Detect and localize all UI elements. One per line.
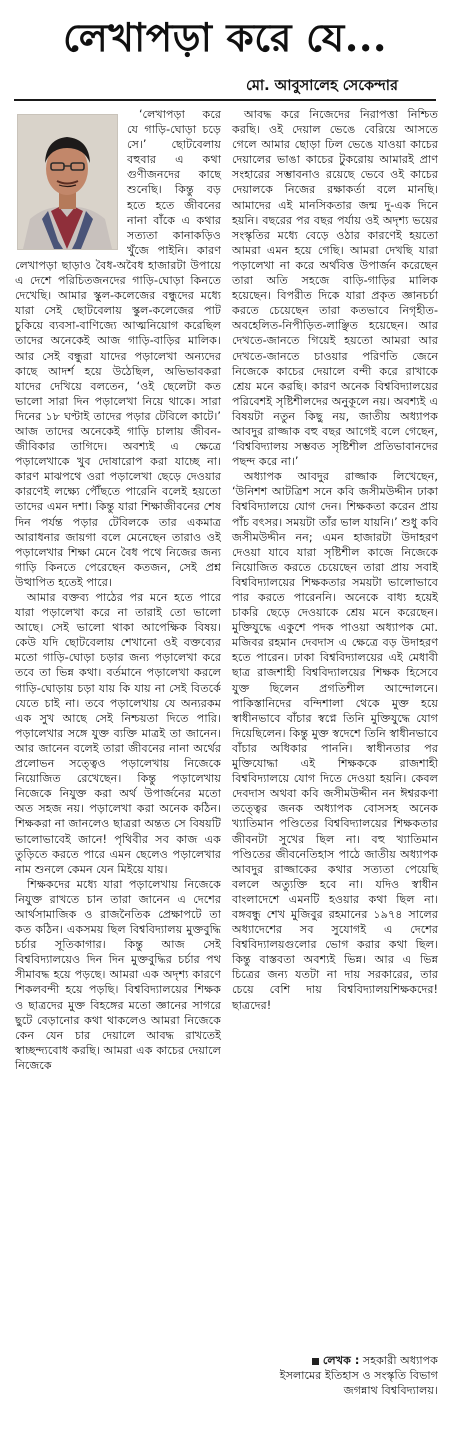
photo-spacer [15, 107, 121, 252]
paragraph: ‘লেখাপড়া করে যে গাড়ি-ঘোড়া চড়ে সে।’ ছোটবেলায় বহুবার এ কথা গুণীজনদের কাছে শুনেছি। কিন্তু বড় হতে হতে জীবনের নানা বাঁকে এ কথার সত্যতা কানাকড়িও খুঁজে পাইনি। কারণ লেখাপড়া ছাড়াও বৈধ-অবৈধ হাজারটা উপায়ে এ দেশে পরিচিতজনদের গাড়ি-ঘোড়া কিনতে দেখেছি। আমার স্কুল-কলেজের বন্ধুদের মধ্যে যারা সেই ছোটবেলায় স্কুল-কলেজের পাট চুকিয়ে ব্যবসা-বাণিজ্যে আত্মনিয়োগ করেছিল তাদের অনেকেই আজ গাড়ি-বাড়ির মালিক। আর সেই বন্ধুরা যাদের পড়ালেখা অন্যদের কাছে আদর্শ হয়ে উঠেছিল, অভিভাবকরা যাদের দেখিয়ে বলতেন, ‘ওই ছেলেটা কত ভালো সারা দিন পড়ালেখা নিয়ে থাকে। সারা দিনের ১৮ ঘণ্টাই তাদের পড়ার টেবিলে কাটে।’ আজ তাদের অনেকেই গাড়ি চালায় জীবন-জীবিকার তাগিদে। অবশ্যই এ ক্ষেত্রে পড়ালেখাকে খুব দোষারোপ করা যাচ্ছে না। কারণ মাঝপথে ওরা পড়ালেখা ছেড়ে দেওয়ার কারণেই লক্ষ্যে পৌঁছতে পারেনি বলেই হয়তো তাদের এমন দশা। কিন্তু যারা শিক্ষাজীবনের শেষ দিন পর্যন্ত পড়ার টেবিলকে তার একমাত্র আরাধনার জায়গা বলে মেনেছেন তারাও ওই পড়ালেখার শিক্ষা মেনে বৈধ পথে নিজের জন্য গাড়ি কিনতে পেরেছেন কতজন, সেই প্রশ্ন উত্থাপিত হতেই পারে। [15, 108, 221, 589]
paragraph: শিক্ষকদের মধ্যে যারা পড়ালেখায় নিজেকে নিযুক্ত রাখতে চান তারা জানেন এ দেশের আর্থসামাজিক ও রাজনৈতিক প্রেক্ষাপটে তা কত কঠিন। একসময় ছিল বিশ্ববিদ্যালয় মুক্তবুদ্ধি চর্চার সূতিকাগার। কিন্তু আজ সেই বিশ্ববিদ্যালয়েও দিন দিন মুক্তবুদ্ধির চর্চার পথ সীমাবদ্ধ হয়ে পড়ছে। আমরা এক অদৃশ্য কারণে শিকলবন্দী হয়ে পড়ছি। বিশ্ববিদ্যালয়ের শিক্ষক ও ছাত্রদের মুক্ত বিহঙ্গের মতো জ্ঞানের সাগরে ছুটে বেড়ানোর কথা থাকলেও আমরা নিজেকে কেন যেন চার দেয়ালে আবদ্ধ রাখতেই স্বাচ্ছন্দ্যবোধ করছি। আমরা এক কাচের দেয়ালে নিজেকে [15, 877, 221, 1072]
paragraph: আবদ্ধ করে নিজেদের নিরাপত্তা নিশ্চিত করছি। ওই দেয়াল ভেঙে বেরিয়ে আসতে গেলে আমার ছোড়া ঢিল ভেঙে যাওয়া কাচের দেয়ালের ভাঙা কাচের টুকরোয় আমারই প্রাণ সংহারের সম্ভাবনাও রয়েছে ভেবে ওই কাচের দেয়ালকে নিজের রক্ষাকর্তা বলে মানছি। আমাদের এই মানসিকতার জন্ম দু-এক দিনে হয়নি। বছরের পর বছর পর্যায় ওই অদৃশ্য ভয়ের সংস্কৃতির মধ্যে বেড়ে ওঠার কারণেই হয়তো আমরা এমন হয়ে গেছি। আমরা দেখছি যারা পড়ালেখা না করে অর্থবিত্ত উপার্জন করেছেন তারা অতি সহজে বাড়ি-গাড়ির মালিক হয়েছেন। বিপরীত দিকে যারা প্রকৃত জ্ঞানচর্চা করতে চেয়েছেন তারা কতভাবে নিগৃহীত-অবহেলিত-নিপীড়িত-লাঞ্ছিত হয়েছেন। আর দেখতে-জানতে গিয়েই হয়তো আমরা আর দেখতে-জানতে চাওয়ার পরিণতি জেনে নিজেকে কাচের দেয়ালে বন্দী করে রাখাকে শ্রেয় মনে করছি। কারণ অনেক বিশ্ববিদ্যালয়ের পরিবেশই সৃষ্টিশীলদের অনুকূলে নয়। অবশ্যই এ বিষয়টা নতুন কিছু নয়, জাতীয় অধ্যাপক আবদুর রাজ্জাক বহু বছর আগেই বলে গেছেন, ‘বিশ্ববিদ্যালয় সম্ভবত সৃষ্টিশীল প্রতিভাবানদের পছন্দ করে না।’ [232, 108, 438, 469]
byline: মো. আবুসালেহ সেকেন্দার [245, 78, 398, 94]
article-column-left [15, 107, 221, 1073]
author-university: জগন্নাথ বিশ্ববিদ্যালয়। [343, 1384, 438, 1398]
author-note [232, 1353, 438, 1398]
author-designation: সহকারী অধ্যাপক [362, 1354, 438, 1367]
author-note-label: লেখক : [322, 1354, 360, 1367]
square-bullet-icon [312, 1358, 319, 1365]
header-divider [14, 99, 436, 101]
headline: লেখাপড়া করে যে... [62, 15, 387, 61]
author-department: ইসলামের ইতিহাস ও সংস্কৃতি বিভাগ [279, 1369, 438, 1383]
paragraph: অধ্যাপক আবদুর রাজ্জাক লিখেছেন, ‘উনিশশ আটত্রিশ সনে কবি জসীমউদ্দীন ঢাকা বিশ্ববিদ্যালয়ে যোগ দেন। শিক্ষকতা করেন প্রায় পাঁচ বৎসর। সময়টা তাঁর ভাল যায়নি।’ শুধু কবি জসীমউদ্দীন নন; এমন হাজারটা উদাহরণ দেওয়া যাবে যারা সৃষ্টিশীল কাজে নিজেকে নিয়োজিত করতে চেয়েছেন তারা প্রায় সবাই বিশ্ববিদ্যালয়ের শিক্ষকতার সময়টা ভালোভাবে পার করতে পারেননি। অনেকে বাধ্য হয়েই চাকরি ছেড়ে দেওয়াকে শ্রেয় মনে করেছেন। মুক্তিযুদ্ধে একুশে পদক পাওয়া অধ্যাপক মো. মজিবর রহমান দেবদাস এ ক্ষেত্রে বড় উদাহরণ হতে পারেন। ঢাকা বিশ্ববিদ্যালয়ের এই মেধাবী ছাত্র রাজশাহী বিশ্ববিদ্যালয়ের শিক্ষক হিসেবে যুক্ত ছিলেন প্রগতিশীল আন্দোলনে। পাকিস্তানিদের বন্দিশালা থেকে মুক্ত হয়ে স্বাধীনভাবে বাঁচার স্বপ্নে তিনি মুক্তিযুদ্ধে যোগ দিয়েছিলেন। কিন্তু মুক্ত স্বদেশে তিনি স্বাধীনভাবে বাঁচার অধিকার পাননি। স্বাধীনতার পর মুক্তিযোদ্ধা এই শিক্ষককে রাজশাহী বিশ্ববিদ্যালয়ে যোগ দিতে দেওয়া হয়নি। কেবল দেবদাস অথবা কবি জসীমউদ্দীন নন ঈশ্বরকণা তত্ত্বের জনক অধ্যাপক বোসসহ অনেক খ্যাতিমান পণ্ডিতের বিশ্ববিদ্যালয়ের শিক্ষকতার জীবনটা সুখের ছিল না। বহু খ্যাতিমান পণ্ডিতের জীবনেতিহাস পাঠে জাতীয় অধ্যাপক আবদুর রাজ্জাকের কথার সত্যতা পেয়েছি বললে অত্যুক্তি হবে না। যদিও স্বাধীন বাংলাদেশে এমনটি হওয়ার কথা ছিল না। বঙ্গবন্ধু শেখ মুজিবুর রহমানের ১৯৭৪ সালের অধ্যাদেশের সব সুযোগই এ দেশের বিশ্ববিদ্যালয়গুলোর ভোগ করার কথা ছিল। কিন্তু বাস্তবতা অবশ্যই ভিন্ন। আর এ ভিন্ন চিত্রের জন্য যতটা না দায় সরকারের, তার চেয়ে বেশি দায় বিশ্ববিদ্যালয়শিক্ষকদের! ছাত্রদের! [232, 470, 438, 1012]
paragraph: আমার বক্তব্য পাঠের পর মনে হতে পারে যারা পড়ালেখা করে না তারাই তো ভালো আছে। সেই ভালো থাকা আপেক্ষিক বিষয়। কেউ যদি ছোটবেলায় শেখানো ওই বক্তব্যের মতো গাড়ি-ঘোড়া চড়ার জন্য পড়ালেখা করে তবে তা ভিন্ন কথা। বর্তমানে পড়ালেখা করলে গাড়ি-ঘোড়ায় চড়া যায় কি যায় না সেই বিতর্কে যেতে চাই না। তবে পড়ালেখায় যে অন্যরকম এক সুখ আছে সেই নিশ্চয়তা দিতে পারি। পড়ালেখার সঙ্গে যুক্ত ব্যক্তি মাত্রই তা জানেন। আর জানেন বলেই তারা জীবনের নানা অর্থের প্রলোভন সত্ত্বেও পড়ালেখায় নিজেকে নিয়োজিত রেখেছেন। কিন্তু পড়ালেখায় নিজেকে নিযুক্ত করা অর্থ উপার্জনের মতো অত সহজ নয়। পড়ালেখা করা অনেক কঠিন। শিক্ষকরা না জানলেও ছাত্ররা অন্তত সে বিষয়টি ভালোভাবেই জানে! পৃথিবীর সব কাজ এক তুড়িতে করতে পারে এমন ছেলেও পড়ালেখার নাম শুনলে কেমন যেন মিইয়ে যায়। [15, 591, 221, 876]
article-column-right [232, 107, 438, 1013]
